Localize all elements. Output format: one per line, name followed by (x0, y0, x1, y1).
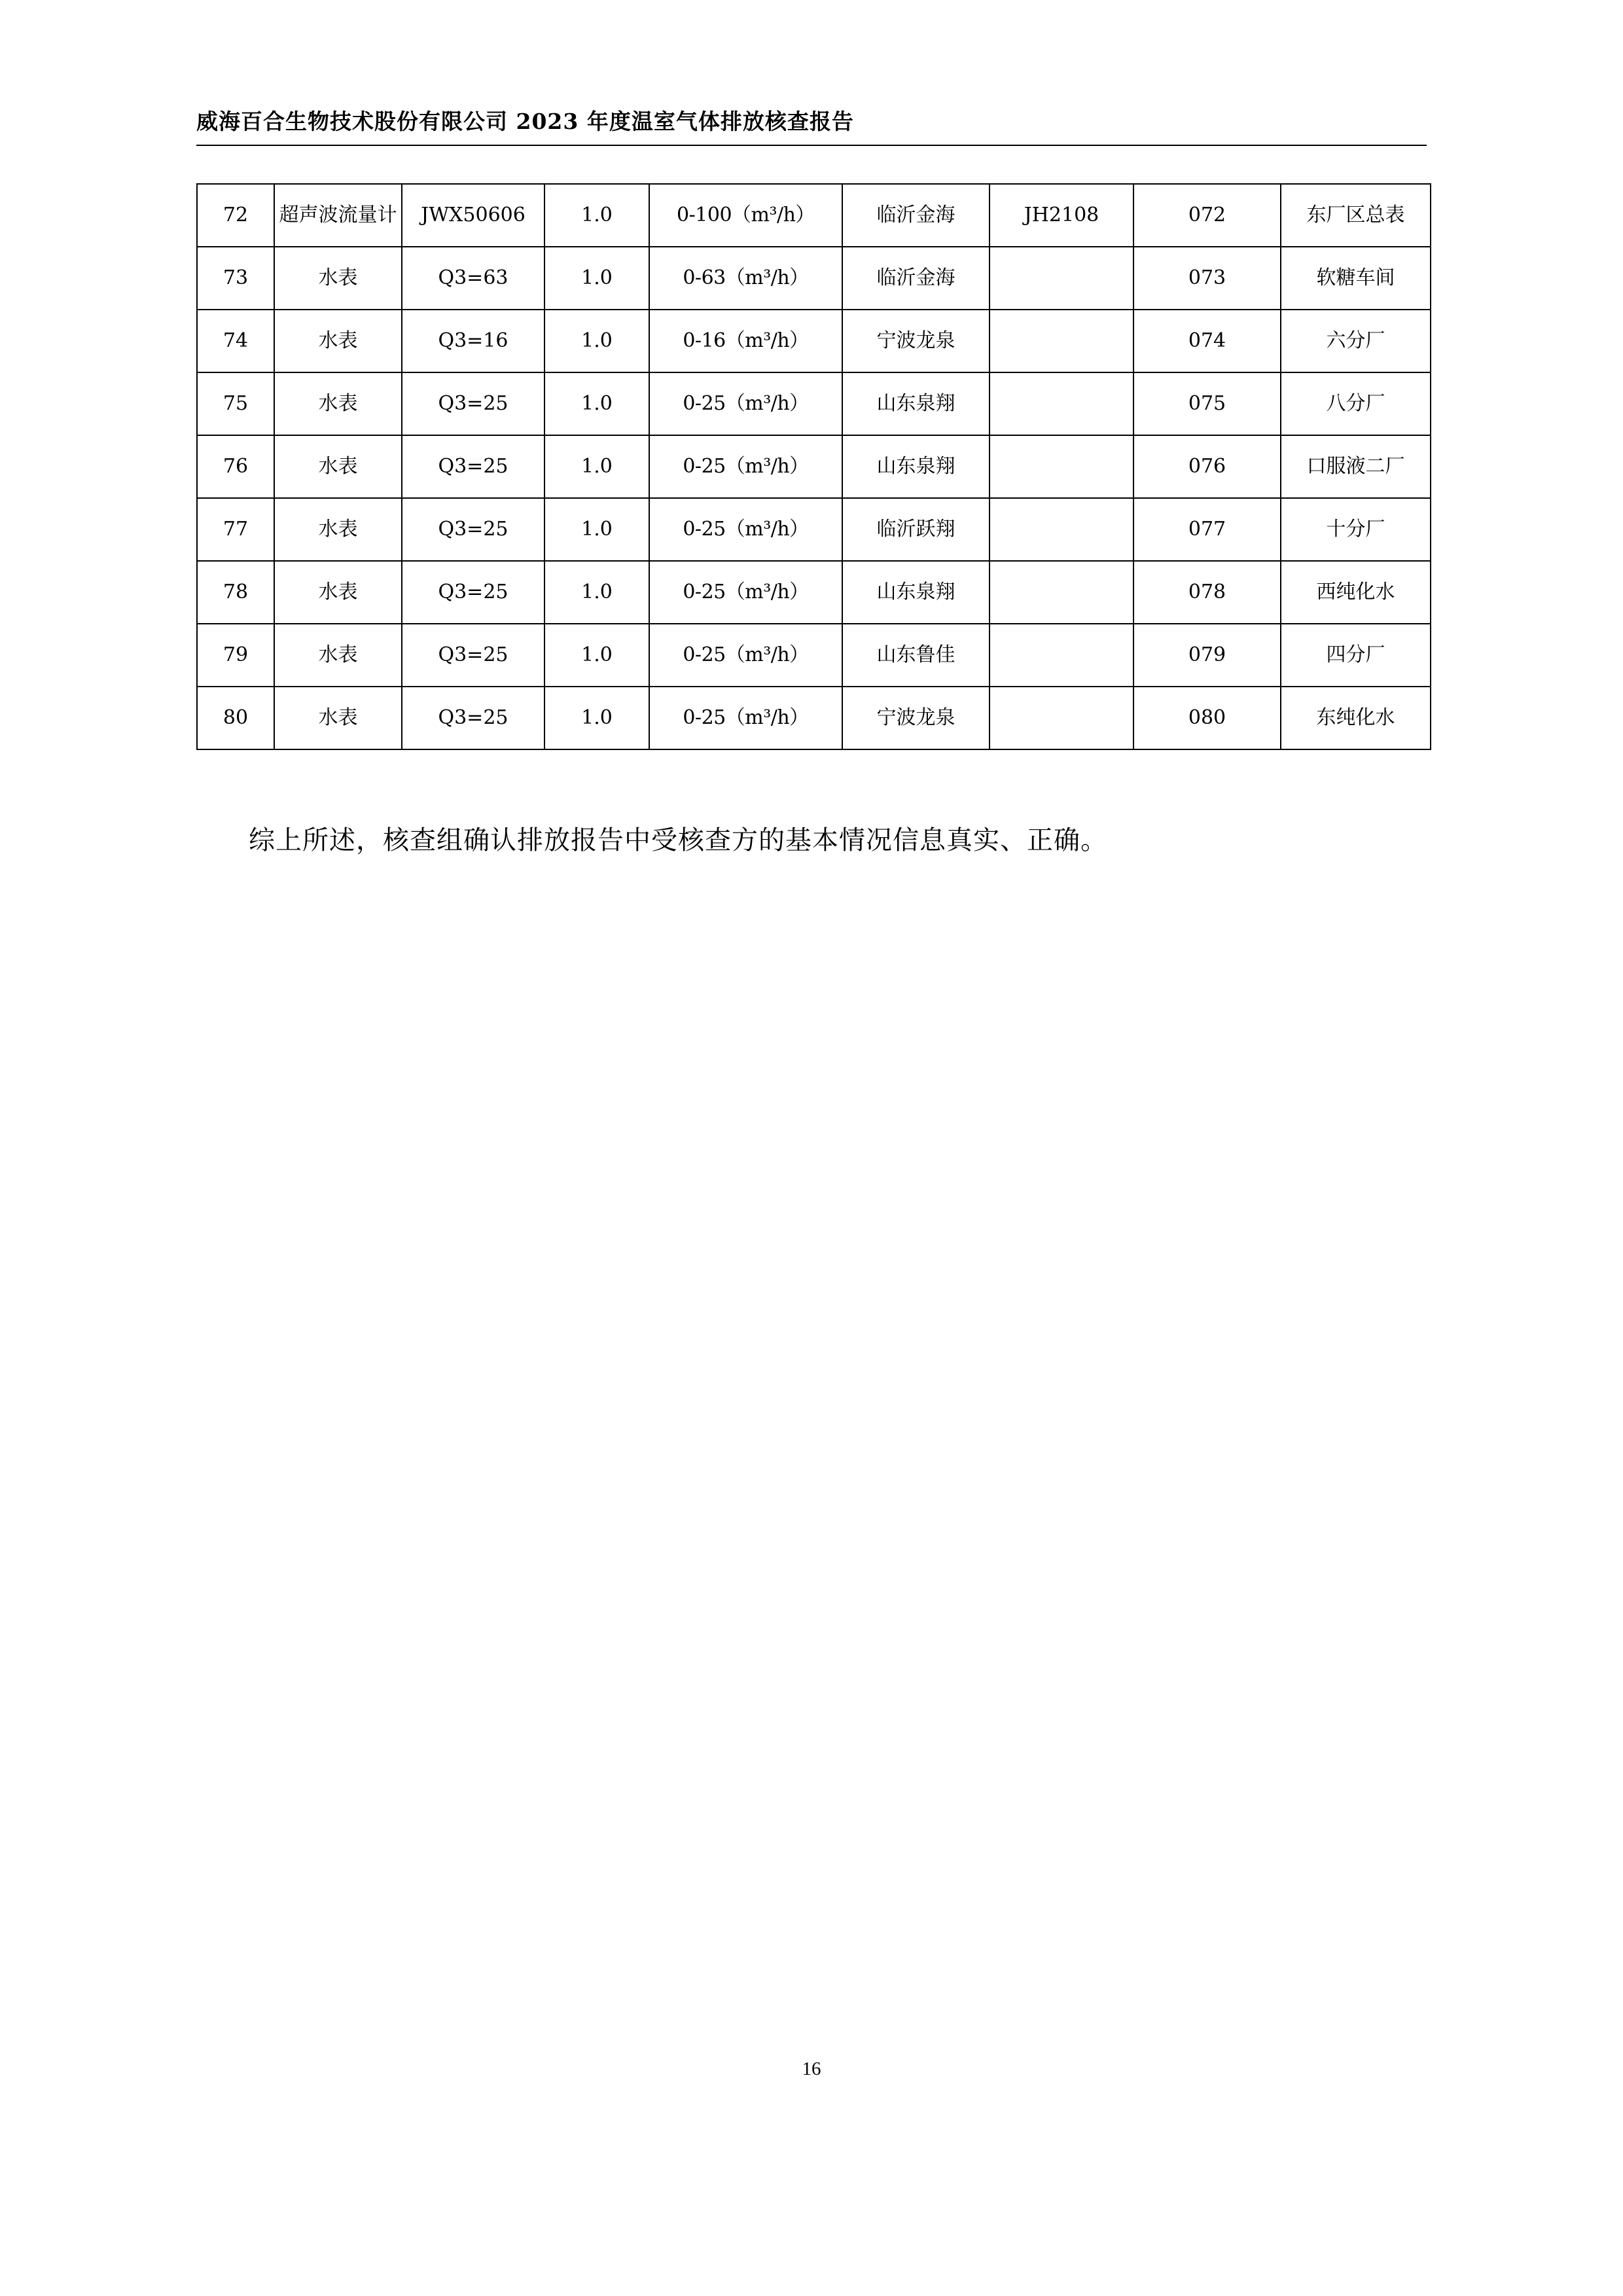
conclusion-text: 综上所述，核查组确认排放报告中受核查方的基本情况信息真实、正确。 (249, 825, 1107, 855)
cell-name: 水表 (274, 435, 402, 498)
equipment-table (196, 183, 1431, 750)
cell-serial (990, 498, 1133, 561)
cell-range: 0-63（m³/h） (649, 247, 842, 310)
cell-accuracy: 1.0 (544, 435, 649, 498)
cell-num: 78 (197, 561, 274, 624)
cell-location: 东纯化水 (1281, 687, 1431, 749)
cell-manufacturer: 山东泉翔 (842, 435, 990, 498)
cell-range: 0-25（m³/h） (649, 687, 842, 749)
cell-location: 八分厂 (1281, 372, 1431, 435)
cell-serial (990, 687, 1133, 749)
cell-name: 水表 (274, 372, 402, 435)
cell-code: 074 (1133, 310, 1281, 372)
cell-location: 六分厂 (1281, 310, 1431, 372)
cell-model: JWX50606 (402, 184, 544, 247)
cell-name: 水表 (274, 561, 402, 624)
cell-manufacturer: 宁波龙泉 (842, 687, 990, 749)
cell-serial (990, 624, 1133, 687)
table-row (197, 624, 1431, 687)
cell-num: 79 (197, 624, 274, 687)
cell-name: 水表 (274, 498, 402, 561)
header-title: 威海百合生物技术股份有限公司 2023 年度温室气体排放核查报告 (196, 109, 854, 134)
cell-accuracy: 1.0 (544, 624, 649, 687)
cell-manufacturer: 临沂金海 (842, 247, 990, 310)
cell-location: 西纯化水 (1281, 561, 1431, 624)
table-row (197, 184, 1431, 247)
table-row (197, 372, 1431, 435)
cell-code: 079 (1133, 624, 1281, 687)
cell-manufacturer: 山东鲁佳 (842, 624, 990, 687)
cell-model: Q3=63 (402, 247, 544, 310)
cell-model: Q3=25 (402, 372, 544, 435)
cell-range: 0-25（m³/h） (649, 624, 842, 687)
cell-model: Q3=25 (402, 687, 544, 749)
cell-serial (990, 435, 1133, 498)
cell-serial (990, 247, 1133, 310)
equipment-table-body (197, 184, 1431, 749)
cell-range: 0-100（m³/h） (649, 184, 842, 247)
cell-accuracy: 1.0 (544, 687, 649, 749)
cell-name: 水表 (274, 687, 402, 749)
cell-manufacturer: 临沂金海 (842, 184, 990, 247)
cell-model: Q3=25 (402, 561, 544, 624)
table-row (197, 498, 1431, 561)
cell-serial (990, 372, 1133, 435)
cell-num: 74 (197, 310, 274, 372)
cell-num: 77 (197, 498, 274, 561)
cell-accuracy: 1.0 (544, 561, 649, 624)
table-row (197, 310, 1431, 372)
cell-name: 水表 (274, 247, 402, 310)
cell-range: 0-25（m³/h） (649, 498, 842, 561)
cell-num: 76 (197, 435, 274, 498)
cell-serial: JH2108 (990, 184, 1133, 247)
cell-accuracy: 1.0 (544, 247, 649, 310)
cell-accuracy: 1.0 (544, 310, 649, 372)
cell-model: Q3=25 (402, 435, 544, 498)
table-row (197, 247, 1431, 310)
cell-code: 080 (1133, 687, 1281, 749)
cell-manufacturer: 临沂跃翔 (842, 498, 990, 561)
table-row (197, 687, 1431, 749)
cell-num: 80 (197, 687, 274, 749)
cell-code: 073 (1133, 247, 1281, 310)
cell-num: 75 (197, 372, 274, 435)
cell-manufacturer: 宁波龙泉 (842, 310, 990, 372)
equipment-table-container (196, 183, 1430, 750)
cell-location: 东厂区总表 (1281, 184, 1431, 247)
cell-location: 软糖车间 (1281, 247, 1431, 310)
cell-num: 73 (197, 247, 274, 310)
cell-name: 水表 (274, 624, 402, 687)
page-header (196, 105, 1427, 146)
cell-model: Q3=16 (402, 310, 544, 372)
cell-num: 72 (197, 184, 274, 247)
cell-code: 078 (1133, 561, 1281, 624)
table-row (197, 561, 1431, 624)
cell-code: 076 (1133, 435, 1281, 498)
cell-manufacturer: 山东泉翔 (842, 561, 990, 624)
cell-accuracy: 1.0 (544, 498, 649, 561)
cell-model: Q3=25 (402, 498, 544, 561)
cell-code: 075 (1133, 372, 1281, 435)
table-row (197, 435, 1431, 498)
cell-code: 077 (1133, 498, 1281, 561)
cell-range: 0-25（m³/h） (649, 435, 842, 498)
cell-location: 四分厂 (1281, 624, 1431, 687)
cell-accuracy: 1.0 (544, 372, 649, 435)
cell-name: 水表 (274, 310, 402, 372)
cell-location: 口服液二厂 (1281, 435, 1431, 498)
cell-model: Q3=25 (402, 624, 544, 687)
cell-range: 0-25（m³/h） (649, 372, 842, 435)
cell-serial (990, 561, 1133, 624)
cell-manufacturer: 山东泉翔 (842, 372, 990, 435)
page-footer (0, 2058, 1623, 2080)
cell-name: 超声波流量计 (274, 184, 402, 247)
cell-range: 0-16（m³/h） (649, 310, 842, 372)
cell-range: 0-25（m³/h） (649, 561, 842, 624)
cell-location: 十分厂 (1281, 498, 1431, 561)
cell-code: 072 (1133, 184, 1281, 247)
cell-accuracy: 1.0 (544, 184, 649, 247)
header-divider (196, 145, 1427, 146)
cell-serial (990, 310, 1133, 372)
conclusion-paragraph (196, 815, 1430, 866)
page-number: 16 (802, 2058, 821, 2079)
